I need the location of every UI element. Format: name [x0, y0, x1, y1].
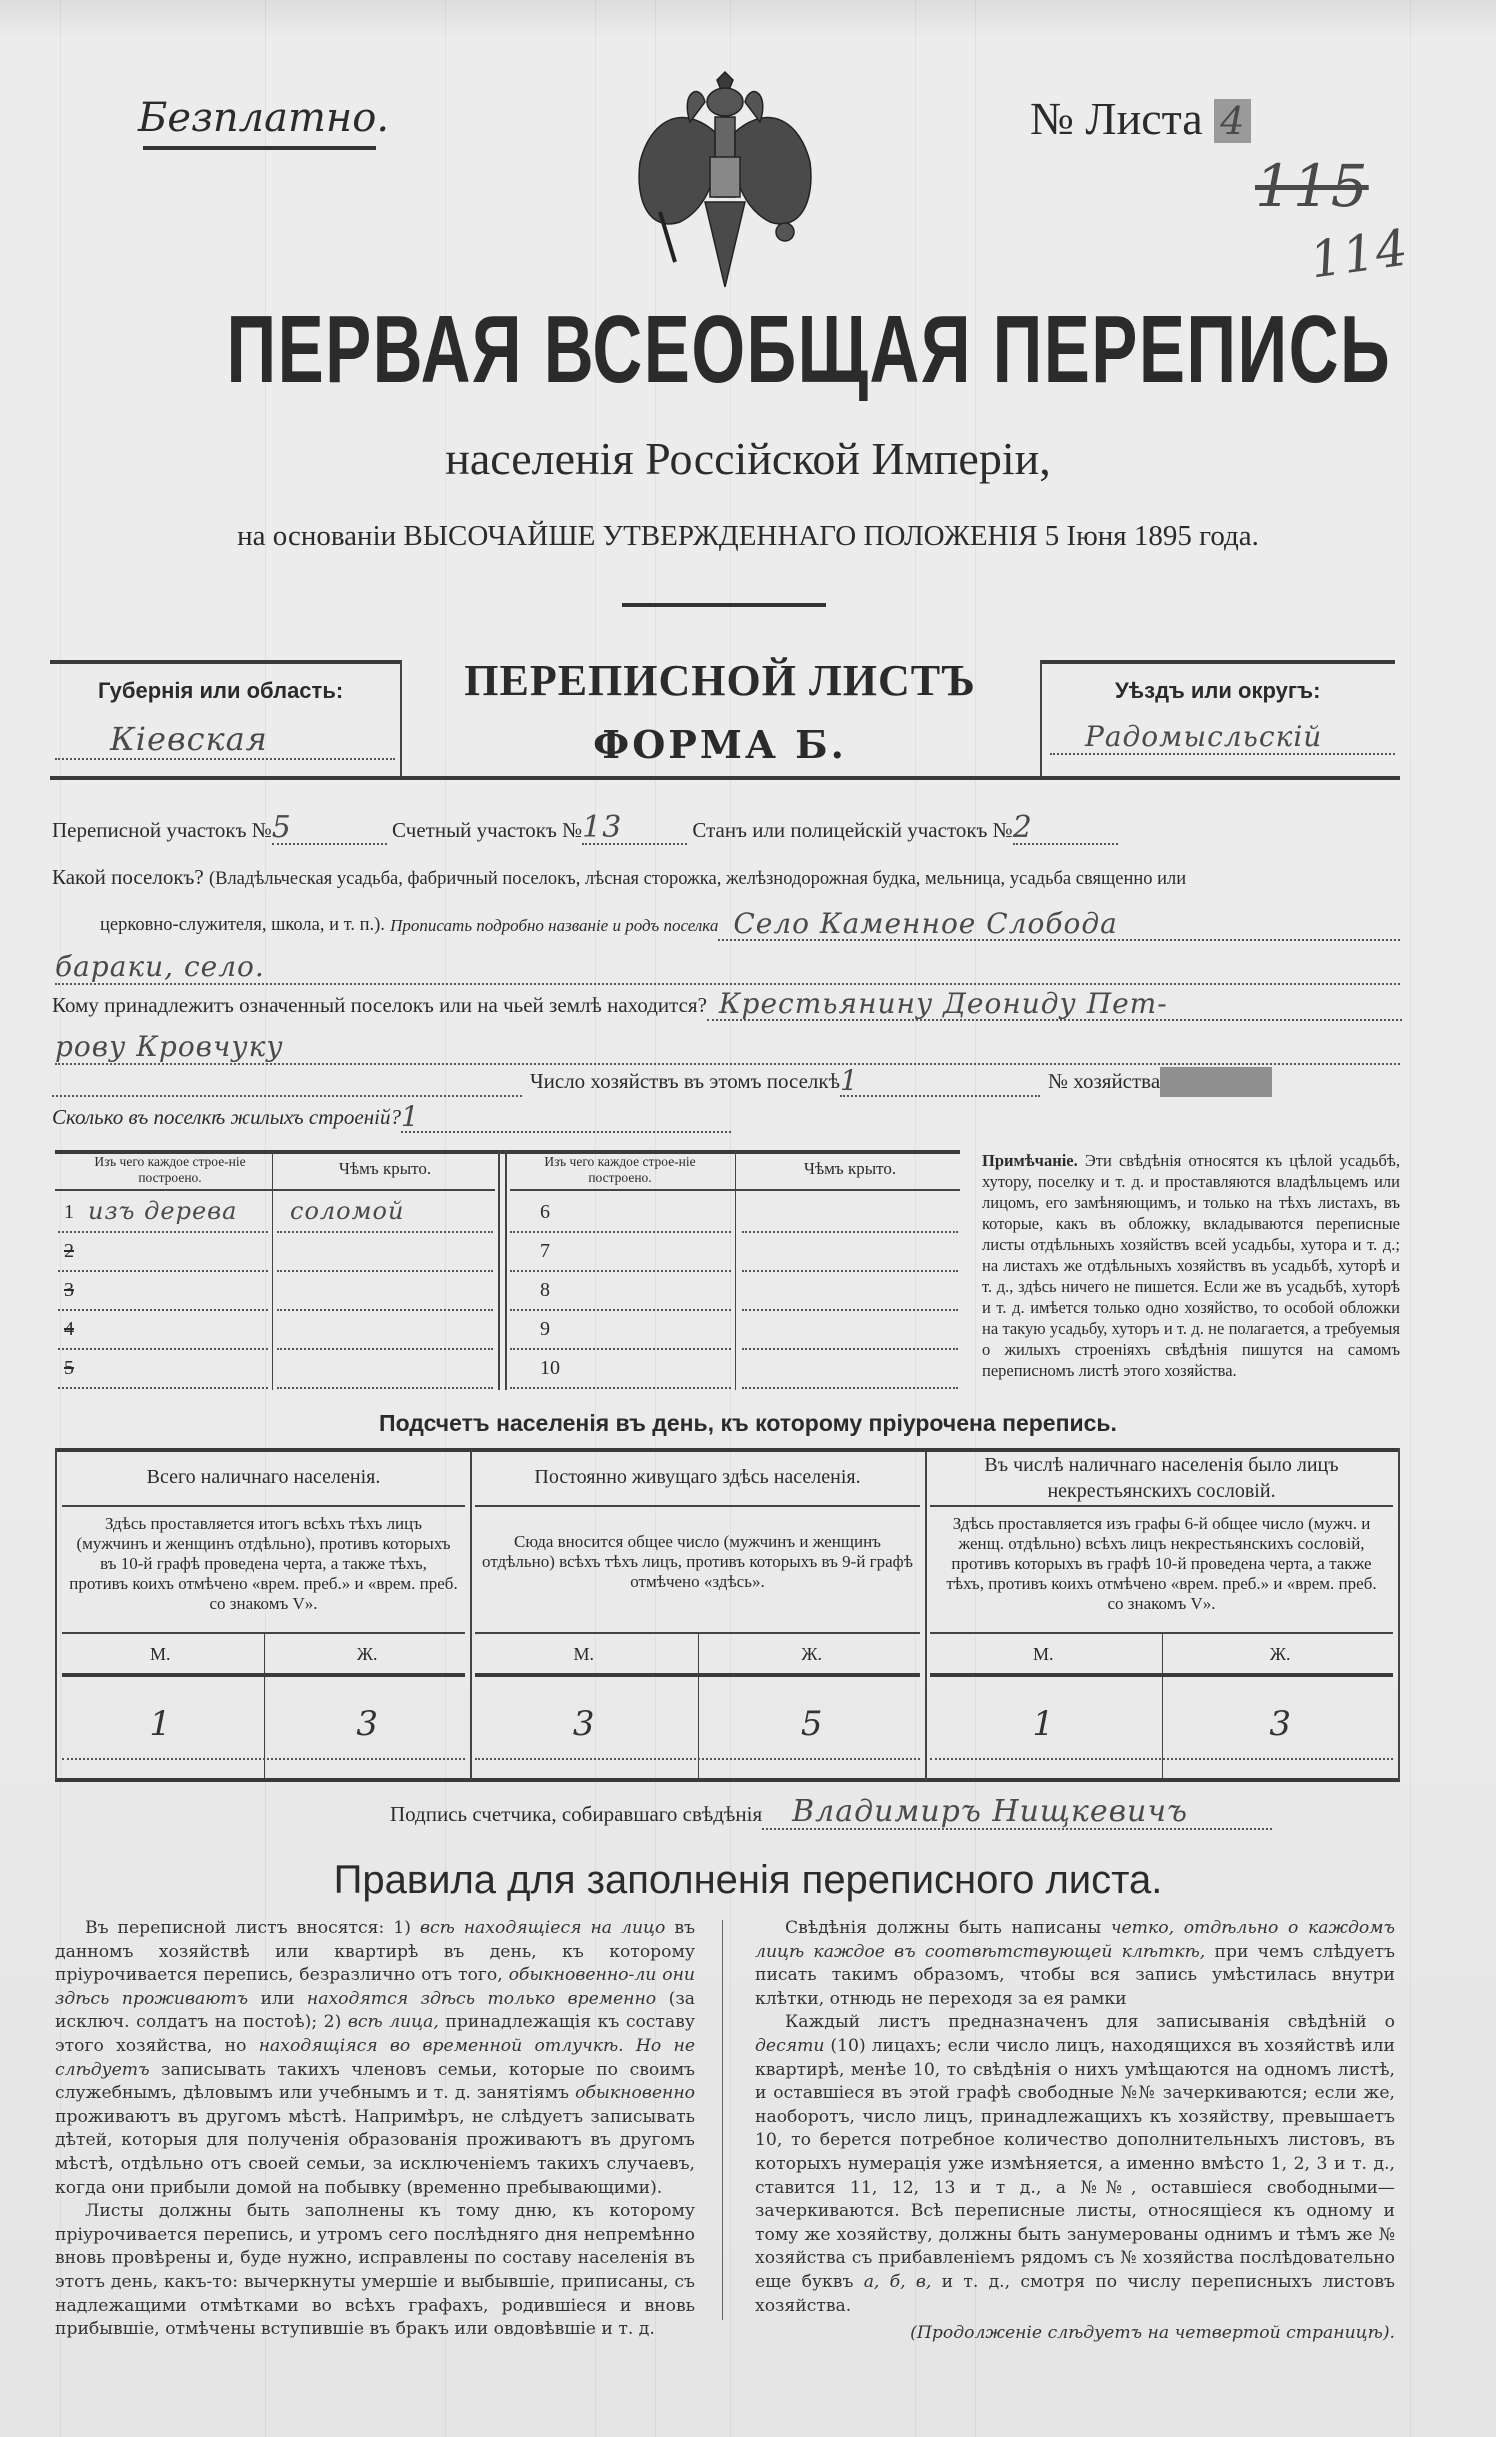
- settlement-hint-italic: Прописать подробно названіе и родъ поселка: [390, 916, 719, 935]
- rule-text: въ данномъ хозяйствѣ или квартирѣ въ день, къ которому пріурочивается перепись, безразлично отъ того,: [55, 1918, 696, 1986]
- sheet-number-value: 4: [1214, 99, 1251, 143]
- emphasis-text: десяти: [755, 2035, 825, 2056]
- row-line: [742, 1231, 958, 1233]
- archive-number-crossed: 115: [1255, 152, 1369, 220]
- emphasis-text: обыкновенно: [575, 2083, 695, 2104]
- male-label: М.: [573, 1644, 594, 1664]
- female-label: Ж.: [1269, 1644, 1291, 1664]
- male-label: М.: [149, 1644, 171, 1664]
- rule-text: проживаютъ въ другомъ мѣстѣ. Напримѣръ, не слѣдуетъ записывать дѣтей, которыя для полученія образованія проживаютъ въ другомъ мѣстѣ, отдѣльно отъ своей семьи, за исключеніемъ такихъ случаевъ, когда они прибыли домой на побывку (временно пребывающими).: [55, 2106, 695, 2198]
- rule: [930, 1758, 1393, 1760]
- row-line: [510, 1270, 731, 1272]
- row-number: 5: [64, 1357, 74, 1379]
- signature-field[interactable]: Владимиръ Нищкевичъ: [762, 1796, 1272, 1830]
- emphasis-text: а, б, в,: [863, 2271, 932, 2292]
- emphasis-text: находятся здѣсь только временно: [306, 1988, 657, 2009]
- emphasis-text: всѣ лица,: [347, 2012, 439, 2033]
- district-field[interactable]: Радомысльскій: [1050, 720, 1395, 755]
- settlement-field[interactable]: Село Каменное Слобода: [718, 910, 1400, 941]
- sheet-title: ПЕРЕПИСНОЙ ЛИСТЪ: [464, 656, 976, 705]
- row-line: [742, 1270, 958, 1272]
- count-area-label: Счетный участокъ №: [392, 818, 583, 842]
- row-line: [277, 1348, 493, 1350]
- note-text: Эти свѣдѣнія относятся къ цѣлой усадьбѣ, хутору, поселку и т. д. и проставляются владѣльцемъ или лицомъ, его замѣняющимъ, и только на тѣхъ листахъ, въ которые, какъ въ обложку, вкладываются переписные листы отдѣльныхъ хозяйствъ всей усадьбы, хутора и т. д.; на листахъ же отдѣльныхъ хозяйствъ въ усадьбѣ, хуторѣ и т. д., здѣсь ничего не пишется. Если же въ усадьбѣ, хуторѣ и т. д. имѣется только одно хозяйство, то особой обложки на такую усадьбу, хуторъ и т. д. не полагается, а требуемыя о жилыхъ строеніяхъ свѣдѣнія пишутся на самомъ переписномъ листѣ этого хозяйства.: [982, 1151, 1400, 1380]
- rule: [62, 1758, 465, 1760]
- emphasis-text: четко, отдѣльно о каждомъ лицѣ каждое въ соотвѣтствующей клѣткѣ,: [755, 1918, 1395, 1962]
- rule-text: Листы должны быть заполнены къ тому дню, къ которому пріурочивается перепись, и утромъ сего послѣдняго дня непремѣнно вновь провѣрены и, буде нужно, исправлены по составу населенія въ этотъ день, какъ-то: вычеркнуты умершіе и выбывшіе, приписаны, съ надлежащими отмѣтками во всѣхъ графахъ, родившіеся и вновь прибывшіе, отмѣчены вступившіе въ бракъ или овдовѣвшіе и т. д.: [55, 2201, 695, 2340]
- area-row: [52, 812, 1402, 846]
- households-label: Число хозяйствъ въ этомъ поселкѣ: [530, 1069, 840, 1093]
- province-field[interactable]: Кіевская: [55, 720, 395, 760]
- signature-row: [390, 1796, 1272, 1830]
- row-number: 7: [540, 1240, 550, 1262]
- rules-paragraph: [755, 2011, 1395, 2318]
- rule: [62, 1505, 465, 1507]
- province-label: Губернія или область:: [98, 678, 344, 703]
- census-subtitle: населенія Россійской Имперіи,: [445, 433, 1051, 484]
- rules-left-column: [55, 1917, 695, 2342]
- male-label: М.: [1032, 1644, 1054, 1664]
- row-line: [58, 1231, 268, 1233]
- title-divider: [622, 603, 826, 607]
- male-count-field[interactable]: 3: [572, 1704, 595, 1744]
- population-column-title: Всего наличнаго населенія.: [146, 1466, 381, 1488]
- owner-row: [52, 987, 1402, 1021]
- row-line: [58, 1309, 268, 1311]
- archive-number: 114: [1306, 218, 1412, 290]
- emphasis-text: обыкновенно-ли они здѣсь проживаютъ: [55, 1965, 695, 2009]
- rule: [475, 1673, 920, 1677]
- population-heading: Подсчетъ населенія въ день, къ которому пріурочена перепись.: [379, 1410, 1117, 1436]
- col-roof-header-2: Чѣмъ крыто.: [803, 1159, 897, 1178]
- settlement-hint-2: церковно-служителя, школа, и т. п.).: [100, 915, 385, 935]
- rule-text: (за исключ. солдатъ на постоѣ); 2): [55, 1988, 695, 2033]
- rule: [930, 1673, 1393, 1677]
- stan-field[interactable]: 2: [1013, 812, 1118, 845]
- col-material-header-2: Изъ чего каждое строе-ніе построено.: [544, 1154, 696, 1185]
- material-field[interactable]: изъ дерева: [88, 1197, 238, 1225]
- female-count-field[interactable]: 5: [800, 1704, 823, 1744]
- households-blank: [52, 1069, 522, 1097]
- row-line: [58, 1270, 268, 1272]
- settlement-label: Какой поселокъ?: [52, 865, 204, 889]
- household-number-field[interactable]: [1160, 1067, 1272, 1097]
- roof-field[interactable]: соломой: [290, 1197, 405, 1225]
- buildings-label: Сколько въ поселкѣ жилыхъ строеній?: [52, 1105, 401, 1129]
- count-area-field[interactable]: 13: [582, 812, 687, 845]
- row-line: [742, 1309, 958, 1311]
- row-number: 1: [64, 1201, 74, 1223]
- female-label: Ж.: [801, 1644, 823, 1664]
- row-line: [277, 1270, 493, 1272]
- census-area-label: Переписной участокъ №: [52, 818, 272, 842]
- rules-paragraph: [755, 1917, 1395, 2011]
- census-basis: на основаніи ВЫСОЧАЙШЕ УТВЕРЖДЕННАГО ПОЛОЖЕНІЯ 5 Іюня 1895 года.: [237, 520, 1259, 552]
- rule-text: Каждый листъ предназначенъ для записыванія свѣдѣній о: [785, 2012, 1395, 2033]
- row-number: 4: [64, 1318, 74, 1340]
- rule-text: или: [248, 1988, 307, 2009]
- household-number-label: № хозяйства: [1048, 1069, 1161, 1093]
- note-title: Примѣчаніе.: [982, 1151, 1078, 1170]
- female-label: Ж.: [356, 1644, 378, 1664]
- population-column-title: Въ числѣ наличнаго населенія было лицъ некрестьянскихъ сословій.: [984, 1454, 1339, 1502]
- sheet-number-label: № Листа: [1030, 93, 1203, 144]
- rule: [475, 1505, 920, 1507]
- population-column-description: Сюда вносится общее число (мужчинъ и женщинъ отдѣльно) всѣхъ тѣхъ лицъ, противъ которыхъ въ 9-й графѣ отмѣчено «здѣсь».: [482, 1532, 913, 1591]
- population-column-title: Постоянно живущаго здѣсь населенія.: [534, 1466, 861, 1488]
- settlement-row: [52, 862, 1402, 895]
- rules-paragraph: [55, 2200, 695, 2342]
- row-number: 6: [540, 1201, 550, 1223]
- row-line: [277, 1309, 493, 1311]
- rule-text: и т. д., смотря по числу переписныхъ листовъ хозяйства.: [755, 2271, 1395, 2316]
- row-line: [510, 1231, 731, 1233]
- rule-text: принадлежащія къ составу этого хозяйства, но: [55, 2012, 695, 2056]
- signature-label: Подпись счетчика, собиравшаго свѣдѣнія: [390, 1802, 763, 1826]
- free-of-charge-label: Безплатно.: [138, 95, 390, 141]
- rule-text: записывать такихъ членовъ семьи, которые по своимъ служебнымъ, дѣловымъ или учебнымъ и т. д. занятіямъ: [55, 2059, 695, 2104]
- owner-label: Кому принадлежитъ означенный поселокъ или на чьей землѣ находится?: [52, 993, 707, 1017]
- row-number: 3: [64, 1279, 74, 1301]
- owner-field[interactable]: Крестьянину Деониду Пет-: [707, 990, 1402, 1021]
- rule: [475, 1758, 920, 1760]
- population-column-description: Здѣсь проставляется изъ графы 6-й общее число (мужч. и женщ. отдѣльно) всѣхъ лицъ некрестьянскихъ сословій, противъ которыхъ въ графѣ 10-й проведена черта, а также тѣхъ, противъ коихъ отмѣчено «врем. преб.» и «врем. преб. со знакомъ V».: [946, 1514, 1377, 1613]
- rules-paragraph: [55, 1917, 695, 2200]
- district-label: Уѣздъ или округъ:: [1115, 678, 1321, 703]
- col-roof-header: Чѣмъ крыто.: [338, 1159, 432, 1178]
- rules-title: Правила для заполненія переписного листа.: [333, 1858, 1163, 1902]
- col-material-header: Изъ чего каждое строе-ніе построено.: [94, 1154, 246, 1185]
- free-underline: [143, 146, 376, 150]
- row-line: [510, 1309, 731, 1311]
- row-line: [510, 1387, 731, 1389]
- row-number: 2: [64, 1240, 74, 1262]
- buildings-field[interactable]: 1: [401, 1103, 731, 1133]
- census-title: [0, 295, 1496, 405]
- settlement-row-2: [100, 907, 1400, 941]
- row-line: [277, 1231, 493, 1233]
- rule-text: Въ переписной листъ вносятся: 1): [85, 1918, 420, 1938]
- emphasis-text: всѣ находящіеся на лицо: [419, 1918, 666, 1938]
- stan-label: Станъ или полицейскій участокъ №: [692, 818, 1013, 842]
- row-number: 8: [540, 1279, 550, 1301]
- row-line: [742, 1387, 958, 1389]
- sheet-number: [1030, 92, 1251, 145]
- continued-note: (Продолженіе слѣдуетъ на четвертой страницѣ).: [910, 2323, 1395, 2344]
- rule-text: при чемъ слѣдуетъ писать такимъ образомъ, чтобы вся запись умѣстилась внутри клѣтки, отнюдь не переходя за ея рамки: [755, 1941, 1395, 2009]
- male-count-field[interactable]: 1: [149, 1704, 172, 1744]
- households-field[interactable]: 1: [840, 1067, 1040, 1097]
- row-line: [510, 1348, 731, 1350]
- rule: [930, 1505, 1393, 1507]
- census-area-field[interactable]: 5: [272, 812, 387, 845]
- emphasis-text: находящіяся во временной отлучкѣ. Но не слѣдуетъ: [55, 2035, 695, 2080]
- male-count-field[interactable]: 1: [1032, 1704, 1055, 1744]
- population-column-description: Здѣсь проставляется итогъ всѣхъ тѣхъ лицъ (мужчинъ и женщинъ отдѣльно), противъ которыхъ въ 10-й графѣ проведена черта, а также тѣхъ, противъ коихъ отмѣчено «врем. преб.» и «врем. преб. со знакомъ V».: [69, 1514, 458, 1613]
- double-headed-eagle-icon: [620, 62, 830, 292]
- rule-text: (10) лицахъ; если число лицъ, находящихся въ хозяйствѣ или квартирѣ, менѣе 10, то свѣдѣнія о нихъ умѣщаются на одномъ листѣ, и оставшіеся въ этой графѣ свободные №№ зачеркиваются; если же, наоборотъ, число лицъ, принадлежащихъ къ хозяйству, превышаетъ 10, то берется потребное количество дополнительныхъ листовъ, въ которыхъ нумерація уже измѣняется, а именно вмѣсто 1, 2, 3 и т. д., ставится 11, 12, 13 и т д., а №№, оставшіеся свободными—зачеркиваются. Всѣ переписные листы, относящіеся къ одному и тому же хозяйству, должны быть занумерованы однимъ и тѣмъ же № хозяйства съ прибавленіемъ рядомъ съ № хозяйства послѣдовательно еще буквъ: [755, 2035, 1395, 2292]
- settlement-field-2[interactable]: бараки, село.: [55, 950, 1400, 985]
- row-number: 10: [540, 1357, 560, 1379]
- row-line: [277, 1387, 493, 1389]
- form-name: ФОРМА Б.: [593, 722, 847, 767]
- buildings-row: [52, 1102, 731, 1133]
- row-number: 9: [540, 1318, 550, 1340]
- female-count-field[interactable]: 3: [1269, 1704, 1292, 1744]
- row-line: [742, 1348, 958, 1350]
- settlement-hint: (Владѣльческая усадьба, фабричный поселокъ, лѣсная сторожка, желѣзнодорожная будка, мельница, усадьба священно или: [208, 869, 1187, 889]
- households-row: [52, 1066, 1402, 1097]
- rules-right-column: [755, 1917, 1395, 2346]
- owner-field-2[interactable]: рову Кровчуку: [55, 1030, 1400, 1065]
- buildings-note: [982, 1150, 1400, 1381]
- row-line: [58, 1348, 268, 1350]
- female-count-field[interactable]: 3: [356, 1704, 379, 1744]
- rule: [62, 1673, 465, 1677]
- rule-text: Свѣдѣнія должны быть написаны: [785, 1918, 1111, 1938]
- row-line: [58, 1387, 268, 1389]
- census-title-text: ПЕРВАЯ ВСЕОБЩАЯ ПЕРЕПИСЬ: [226, 296, 1392, 403]
